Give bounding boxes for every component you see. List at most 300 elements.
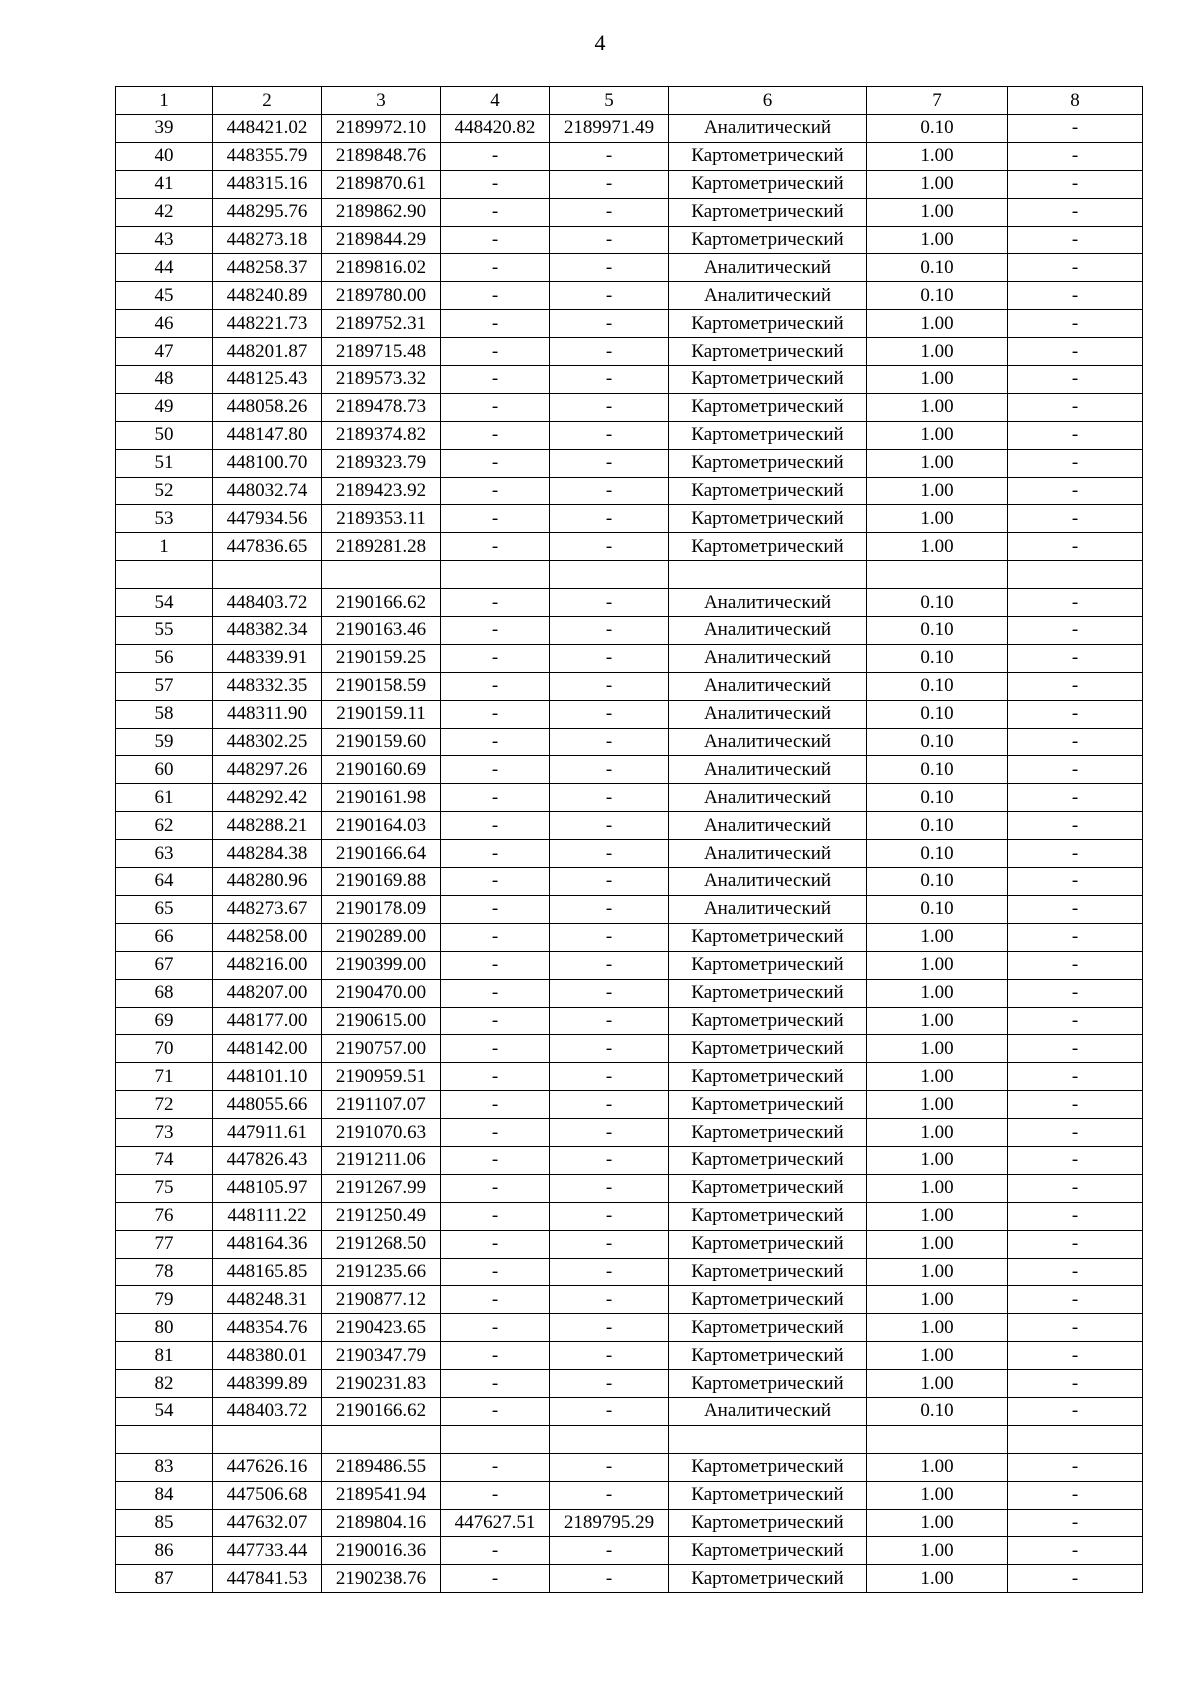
table-cell: 1.00	[867, 979, 1008, 1007]
table-cell: 1.00	[867, 1063, 1008, 1091]
table-cell: 45	[116, 282, 213, 310]
table-cell: -	[441, 1453, 550, 1481]
table-cell: Картометрический	[669, 1342, 867, 1370]
table-cell: -	[1008, 1202, 1143, 1230]
table-cell: 448177.00	[213, 1007, 322, 1035]
table-cell: 2190166.62	[322, 589, 441, 617]
table-cell	[550, 1425, 669, 1453]
table-cell: -	[441, 812, 550, 840]
table-cell: Картометрический	[669, 1258, 867, 1286]
table-cell: 2189816.02	[322, 254, 441, 282]
table-cell: 1	[116, 533, 213, 561]
table-cell: -	[1008, 979, 1143, 1007]
table-cell: 448403.72	[213, 589, 322, 617]
table-cell: -	[441, 1063, 550, 1091]
table-cell: 2191235.66	[322, 1258, 441, 1286]
table-cell: 1.00	[867, 477, 1008, 505]
table-row	[116, 1537, 1143, 1565]
table-cell: Картометрический	[669, 477, 867, 505]
table-cell: Картометрический	[669, 421, 867, 449]
table-cell: 2189573.32	[322, 366, 441, 394]
table-cell: -	[441, 951, 550, 979]
table-cell: Аналитический	[669, 840, 867, 868]
table-cell: 47	[116, 338, 213, 366]
table-cell: 1.00	[867, 310, 1008, 338]
page-number: 4	[594, 30, 606, 55]
table-cell: -	[441, 923, 550, 951]
table-cell: 46	[116, 310, 213, 338]
table-cell: -	[441, 533, 550, 561]
table-cell: 44	[116, 254, 213, 282]
table-cell: -	[550, 338, 669, 366]
table-cell: -	[1008, 477, 1143, 505]
table-cell: -	[550, 951, 669, 979]
table-row	[116, 115, 1143, 143]
table-cell: Картометрический	[669, 1286, 867, 1314]
table-cell: 448055.66	[213, 1091, 322, 1119]
table-cell: -	[550, 142, 669, 170]
table-cell: -	[550, 1007, 669, 1035]
table-row	[116, 1342, 1143, 1370]
table-cell: -	[441, 1370, 550, 1398]
table-cell	[1008, 561, 1143, 589]
table-cell: 66	[116, 923, 213, 951]
table-cell: 2190163.46	[322, 617, 441, 645]
column-header: 2	[213, 87, 322, 115]
table-cell: -	[1008, 449, 1143, 477]
table-cell: 1.00	[867, 1119, 1008, 1147]
table-cell: 0.10	[867, 282, 1008, 310]
table-cell: 74	[116, 1146, 213, 1174]
table-cell: 2189971.49	[550, 115, 669, 143]
table-cell: -	[441, 1537, 550, 1565]
table-cell: 78	[116, 1258, 213, 1286]
table-cell: -	[550, 700, 669, 728]
table-cell: Аналитический	[669, 282, 867, 310]
table-cell: 56	[116, 644, 213, 672]
table-cell: 447626.16	[213, 1453, 322, 1481]
table-cell: 0.10	[867, 644, 1008, 672]
table-cell: -	[441, 505, 550, 533]
table-cell: -	[441, 449, 550, 477]
table-cell: 447733.44	[213, 1537, 322, 1565]
table-cell: 71	[116, 1063, 213, 1091]
table-cell: -	[441, 1202, 550, 1230]
table-cell: 61	[116, 784, 213, 812]
table-body	[116, 115, 1143, 1593]
table-cell: 70	[116, 1035, 213, 1063]
table-cell: 2189353.11	[322, 505, 441, 533]
table-cell: 2189541.94	[322, 1481, 441, 1509]
table-cell: 448295.76	[213, 198, 322, 226]
table-cell: Картометрический	[669, 1063, 867, 1091]
table-cell: 448165.85	[213, 1258, 322, 1286]
table-row	[116, 505, 1143, 533]
table-cell: 448292.42	[213, 784, 322, 812]
table-cell: -	[441, 700, 550, 728]
table-row	[116, 310, 1143, 338]
table-cell: -	[550, 672, 669, 700]
table-cell	[441, 1425, 550, 1453]
table-cell: Аналитический	[669, 700, 867, 728]
table-cell: -	[441, 1258, 550, 1286]
table-cell: 448273.18	[213, 226, 322, 254]
table-cell: -	[441, 868, 550, 896]
table-row	[116, 226, 1143, 254]
table-cell: -	[550, 923, 669, 951]
table-cell: -	[441, 1481, 550, 1509]
table-cell: 2191211.06	[322, 1146, 441, 1174]
table-cell: 448216.00	[213, 951, 322, 979]
table-cell	[213, 1425, 322, 1453]
table-cell: 2190757.00	[322, 1035, 441, 1063]
table-cell: 448288.21	[213, 812, 322, 840]
table-row	[116, 338, 1143, 366]
table-cell: 2190231.83	[322, 1370, 441, 1398]
table-cell: -	[441, 1230, 550, 1258]
table-cell: Картометрический	[669, 1453, 867, 1481]
table-row	[116, 1119, 1143, 1147]
table-row	[116, 1091, 1143, 1119]
table-cell: -	[441, 226, 550, 254]
table-row	[116, 1146, 1143, 1174]
table-cell: 2191250.49	[322, 1202, 441, 1230]
table-cell: -	[550, 477, 669, 505]
table-cell: -	[441, 1035, 550, 1063]
table-cell: 58	[116, 700, 213, 728]
table-cell: -	[441, 142, 550, 170]
table-cell: -	[441, 589, 550, 617]
table-cell: -	[441, 979, 550, 1007]
table-cell: 65	[116, 895, 213, 923]
table-cell: 1.00	[867, 1146, 1008, 1174]
table-cell: 77	[116, 1230, 213, 1258]
table-cell: 1.00	[867, 923, 1008, 951]
table-cell: 448399.89	[213, 1370, 322, 1398]
table-cell: 2190959.51	[322, 1063, 441, 1091]
table-cell: 448380.01	[213, 1342, 322, 1370]
table-cell: -	[441, 756, 550, 784]
table-header	[116, 87, 1143, 115]
table-cell: Аналитический	[669, 589, 867, 617]
table-cell: Аналитический	[669, 672, 867, 700]
table-cell: -	[1008, 1537, 1143, 1565]
table-row	[116, 1035, 1143, 1063]
table-cell: -	[1008, 1314, 1143, 1342]
table-cell	[322, 561, 441, 589]
table-cell: 81	[116, 1342, 213, 1370]
table-cell: 63	[116, 840, 213, 868]
table-cell: -	[550, 254, 669, 282]
table-cell: 84	[116, 1481, 213, 1509]
table-cell: -	[441, 644, 550, 672]
table-cell: 1.00	[867, 338, 1008, 366]
table-cell: -	[1008, 784, 1143, 812]
table-cell: 43	[116, 226, 213, 254]
table-cell: 2189374.82	[322, 421, 441, 449]
table-cell: -	[1008, 310, 1143, 338]
table-cell: 0.10	[867, 868, 1008, 896]
table-cell: 448258.37	[213, 254, 322, 282]
table-cell: 80	[116, 1314, 213, 1342]
table-cell: -	[550, 1174, 669, 1202]
table-cell: -	[1008, 1146, 1143, 1174]
table-cell: -	[1008, 617, 1143, 645]
table-cell: -	[550, 1258, 669, 1286]
table-cell: -	[550, 1091, 669, 1119]
table-separator-row	[116, 1425, 1143, 1453]
table-cell: 72	[116, 1091, 213, 1119]
table-cell: 51	[116, 449, 213, 477]
table-cell: 54	[116, 1397, 213, 1425]
table-cell: 68	[116, 979, 213, 1007]
table-row	[116, 142, 1143, 170]
table-cell: -	[441, 1091, 550, 1119]
table-cell: 448302.25	[213, 728, 322, 756]
table-cell: 448280.96	[213, 868, 322, 896]
table-cell: -	[1008, 1174, 1143, 1202]
table-cell: -	[550, 979, 669, 1007]
table-cell: 59	[116, 728, 213, 756]
table-cell: 2190289.00	[322, 923, 441, 951]
table-cell: 448354.76	[213, 1314, 322, 1342]
table-cell: -	[1008, 1063, 1143, 1091]
table-cell: 447911.61	[213, 1119, 322, 1147]
table-cell: -	[441, 310, 550, 338]
table-cell: 40	[116, 142, 213, 170]
table-cell: Картометрический	[669, 198, 867, 226]
column-header: 4	[441, 87, 550, 115]
table-cell: 1.00	[867, 366, 1008, 394]
table-cell: 448142.00	[213, 1035, 322, 1063]
table-cell	[867, 561, 1008, 589]
table-row	[116, 449, 1143, 477]
table-cell: 448164.36	[213, 1230, 322, 1258]
table-cell: 447841.53	[213, 1565, 322, 1593]
table-cell: 1.00	[867, 1230, 1008, 1258]
table-row	[116, 1370, 1143, 1398]
table-row	[116, 1565, 1143, 1593]
table-cell: -	[1008, 1091, 1143, 1119]
table-cell: -	[1008, 1035, 1143, 1063]
table-row	[116, 923, 1143, 951]
table-cell: Картометрический	[669, 310, 867, 338]
table-cell: 2190164.03	[322, 812, 441, 840]
table-cell: Аналитический	[669, 812, 867, 840]
header-row	[116, 87, 1143, 115]
table-cell: 448284.38	[213, 840, 322, 868]
table-cell: -	[550, 784, 669, 812]
table-cell: Картометрический	[669, 1174, 867, 1202]
table-row	[116, 895, 1143, 923]
table-row	[116, 1258, 1143, 1286]
table-cell: -	[441, 1397, 550, 1425]
table-cell: -	[550, 1453, 669, 1481]
table-cell: 448382.34	[213, 617, 322, 645]
table-cell: -	[550, 170, 669, 198]
table-cell: 54	[116, 589, 213, 617]
table-cell: Аналитический	[669, 254, 867, 282]
table-cell: -	[441, 728, 550, 756]
table-cell: Картометрический	[669, 142, 867, 170]
table-row	[116, 784, 1143, 812]
table-cell: 2189870.61	[322, 170, 441, 198]
table-cell: 448355.79	[213, 142, 322, 170]
table-row	[116, 477, 1143, 505]
table-row	[116, 282, 1143, 310]
table-cell: -	[1008, 1286, 1143, 1314]
table-cell: 1.00	[867, 170, 1008, 198]
table-cell: -	[441, 421, 550, 449]
table-cell: 0.10	[867, 672, 1008, 700]
table-row	[116, 979, 1143, 1007]
table-cell: 60	[116, 756, 213, 784]
table-cell: 1.00	[867, 1370, 1008, 1398]
table-cell: 448258.00	[213, 923, 322, 951]
table-cell: -	[1008, 1565, 1143, 1593]
column-header: 1	[116, 87, 213, 115]
table-cell: 1.00	[867, 1286, 1008, 1314]
table-cell: 2190470.00	[322, 979, 441, 1007]
table-cell: 2189715.48	[322, 338, 441, 366]
table-cell: -	[550, 728, 669, 756]
table-cell: 86	[116, 1537, 213, 1565]
table-cell: -	[550, 895, 669, 923]
table-cell: 2190238.76	[322, 1565, 441, 1593]
table-cell: -	[441, 198, 550, 226]
table-cell: 64	[116, 868, 213, 896]
table-cell: Аналитический	[669, 115, 867, 143]
table-cell: 76	[116, 1202, 213, 1230]
table-cell: 1.00	[867, 1035, 1008, 1063]
table-row	[116, 1230, 1143, 1258]
table-cell: Аналитический	[669, 895, 867, 923]
table-cell: -	[1008, 254, 1143, 282]
table-cell: Картометрический	[669, 1035, 867, 1063]
table-cell: 2189972.10	[322, 115, 441, 143]
table-cell: 447627.51	[441, 1509, 550, 1537]
table-cell	[322, 1425, 441, 1453]
table-cell: 448201.87	[213, 338, 322, 366]
table-cell: -	[1008, 1007, 1143, 1035]
table-cell: Аналитический	[669, 1397, 867, 1425]
table-cell: 1.00	[867, 1481, 1008, 1509]
table-cell: -	[441, 1314, 550, 1342]
table-cell: 0.10	[867, 617, 1008, 645]
table-cell: -	[550, 1481, 669, 1509]
table-cell: -	[441, 1565, 550, 1593]
table-cell: -	[1008, 1370, 1143, 1398]
table-cell: Картометрический	[669, 449, 867, 477]
table-cell: -	[1008, 840, 1143, 868]
table-cell: 448273.67	[213, 895, 322, 923]
table-cell: 448207.00	[213, 979, 322, 1007]
table-cell: 0.10	[867, 812, 1008, 840]
table-cell: -	[550, 1063, 669, 1091]
table-row	[116, 812, 1143, 840]
table-row	[116, 1397, 1143, 1425]
table-cell: 448332.35	[213, 672, 322, 700]
table-cell: 1.00	[867, 1007, 1008, 1035]
table-row	[116, 868, 1143, 896]
table-cell: -	[550, 756, 669, 784]
table-row	[116, 1174, 1143, 1202]
table-cell: -	[1008, 951, 1143, 979]
table-cell: -	[441, 1342, 550, 1370]
table-cell: 448403.72	[213, 1397, 322, 1425]
table-cell: Картометрический	[669, 1481, 867, 1509]
table-cell: -	[1008, 142, 1143, 170]
table-row	[116, 254, 1143, 282]
table-cell: -	[550, 1565, 669, 1593]
table-cell: Картометрический	[669, 1007, 867, 1035]
table-row	[116, 170, 1143, 198]
table-cell: 2190166.62	[322, 1397, 441, 1425]
table-cell: -	[1008, 170, 1143, 198]
table-cell: -	[1008, 198, 1143, 226]
table-cell: -	[441, 338, 550, 366]
table-cell: -	[441, 1007, 550, 1035]
table-cell: 1.00	[867, 951, 1008, 979]
table-cell: Картометрический	[669, 951, 867, 979]
table-cell: -	[550, 589, 669, 617]
table-row	[116, 393, 1143, 421]
table-cell: 448147.80	[213, 421, 322, 449]
table-cell: 1.00	[867, 393, 1008, 421]
table-cell: 2190877.12	[322, 1286, 441, 1314]
table-cell: -	[1008, 812, 1143, 840]
table-cell: -	[550, 1397, 669, 1425]
table-cell: -	[550, 1286, 669, 1314]
table-cell: 448105.97	[213, 1174, 322, 1202]
table-row	[116, 533, 1143, 561]
table-row	[116, 589, 1143, 617]
table-cell: -	[550, 1035, 669, 1063]
table-cell: Картометрический	[669, 393, 867, 421]
table-cell: 0.10	[867, 784, 1008, 812]
table-cell: Картометрический	[669, 533, 867, 561]
table-row	[116, 366, 1143, 394]
table-cell: -	[1008, 756, 1143, 784]
table-cell	[669, 561, 867, 589]
table-cell: -	[441, 393, 550, 421]
table-cell: Картометрический	[669, 923, 867, 951]
table-cell: -	[1008, 1119, 1143, 1147]
table-cell: -	[441, 617, 550, 645]
table-cell: 448339.91	[213, 644, 322, 672]
table-cell: 1.00	[867, 1509, 1008, 1537]
table-cell: -	[550, 366, 669, 394]
table-cell: 2189780.00	[322, 282, 441, 310]
table-cell: Картометрический	[669, 1314, 867, 1342]
coordinates-table	[115, 86, 1143, 1593]
table-cell: 2190347.79	[322, 1342, 441, 1370]
table-cell	[213, 561, 322, 589]
table-cell: Картометрический	[669, 1146, 867, 1174]
table-cell: 2191070.63	[322, 1119, 441, 1147]
table-cell: 1.00	[867, 421, 1008, 449]
table-row	[116, 1453, 1143, 1481]
table-cell: 1.00	[867, 1453, 1008, 1481]
table-row	[116, 1202, 1143, 1230]
table-cell: -	[550, 226, 669, 254]
table-row	[116, 756, 1143, 784]
table-cell: 2189844.29	[322, 226, 441, 254]
table-cell: -	[1008, 868, 1143, 896]
table-cell: -	[550, 533, 669, 561]
table-cell: 53	[116, 505, 213, 533]
table-cell: Аналитический	[669, 868, 867, 896]
